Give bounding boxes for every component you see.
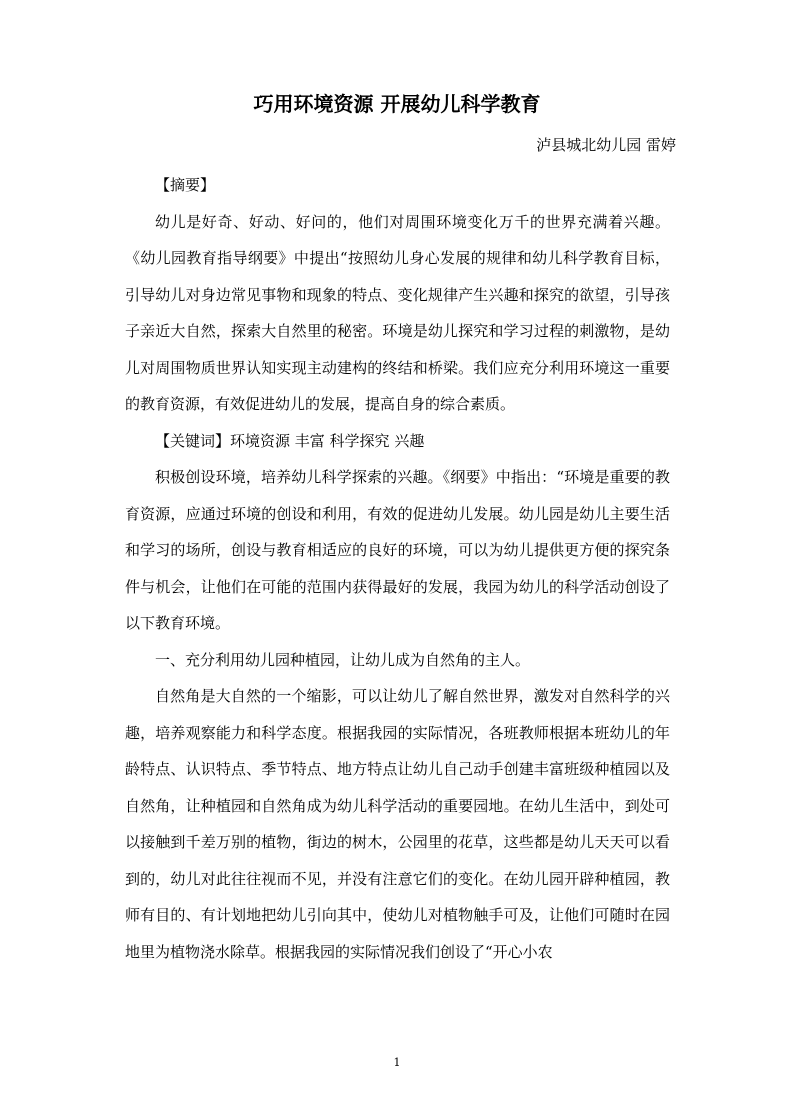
keywords-text: 环境资源 丰富 科学探究 兴趣 <box>230 431 425 450</box>
document-title: 巧用环境资源 开展幼儿科学教育 <box>253 92 541 116</box>
abstract-paragraph: 幼儿是好奇、好动、好问的，他们对周围环境变化万千的世界充满着兴趣。《幼儿园教育指导纲要》中提出“按照幼儿身心发展的规律和幼儿科学教育目标，引导幼儿对身边常见事物和现象的特点、变化规律产生兴趣和探究的欲望，引导孩子亲近大自然，探索大自然里的秘密。环境是幼儿探究和学习过程的刺激物，是幼儿对周围物质世界认知实现主动建构的终结和桥梁。我们应充分利用环境这一重要的教育资源，有效促进幼儿的发展，提高自身的综合素质。 <box>125 212 670 413</box>
intro-paragraph: 积极创设环境，培养幼儿科学探索的兴趣。《纲要》中指出：“环境是重要的教育资源，应通过环境的创设和利用，有效的促进幼儿发展。幼儿园是幼儿主要生活和学习的场所，创设与教育相适应的良好的环境，可以为幼儿提供更方便的探究条件与机会，让他们在可能的范围内获得最好的发展，我园为幼儿的科学活动创设了以下教育环境。 <box>125 468 670 632</box>
abstract-heading: 【摘要】 <box>155 176 216 194</box>
document-body <box>125 167 670 970</box>
page-number: 1 <box>393 1056 401 1069</box>
section-1-paragraph: 自然角是大自然的一个缩影，可以让幼儿了解自然世界，激发对自然科学的兴趣，培养观察能力和科学态度。根据我园的实际情况，各班教师根据本班幼儿的年龄特点、认识特点、季节特点、地方特点让幼儿自己动手创建丰富班级种植园以及自然角，让种植园和自然角成为幼儿科学活动的重要园地。在幼儿生活中，到处可以接触到千差万别的植物，街边的树木，公园里的花草，这些都是幼儿天天可以看到的，幼儿对此往往视而不见，并没有注意它们的变化。在幼儿园开辟种植园，教师有目的、有计划地把幼儿引向其中，使幼儿对植物触手可及，让他们可随时在园地里为植物浇水除草。根据我园的实际情况我们创设了“开心小农 <box>125 687 670 961</box>
keywords-line <box>125 423 670 460</box>
section-1-heading: 一、充分利用幼儿园种植园，让幼儿成为自然角的主人。 <box>155 650 531 669</box>
author-line: 泸县城北幼儿园 雷婷 <box>536 136 676 154</box>
keywords-label: 【关键词】 <box>155 431 231 450</box>
